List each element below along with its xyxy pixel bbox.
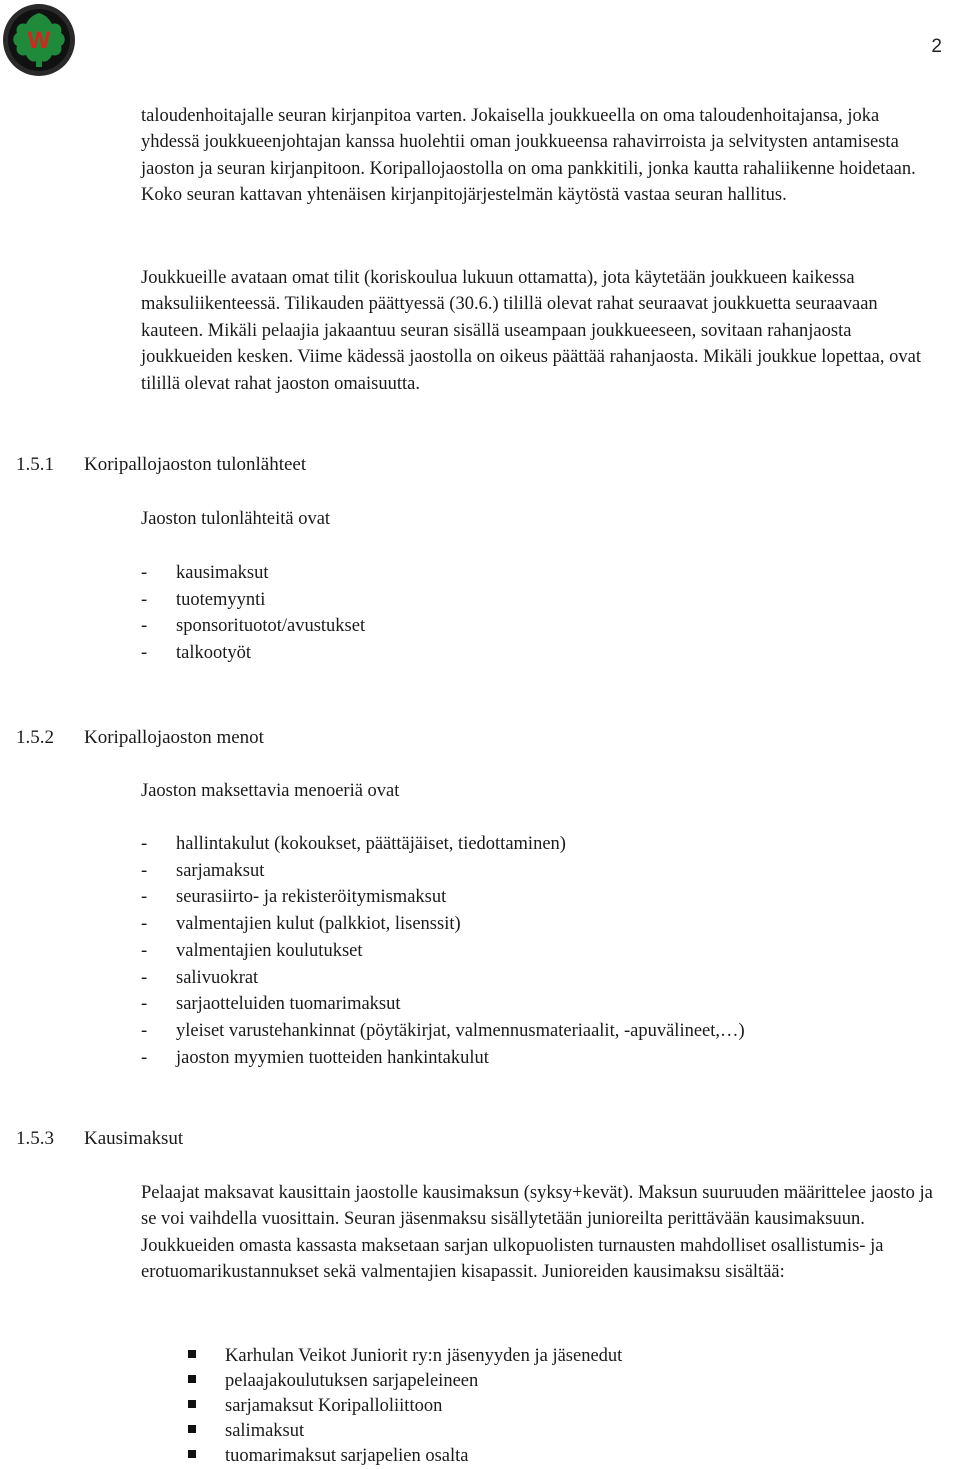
square-bullet-icon [188, 1375, 196, 1383]
section-2-intro: Jaoston maksettavia menoeriä ovat [141, 781, 400, 801]
section-title: Kausimaksut [84, 1128, 184, 1149]
section-1-intro: Jaoston tulonlähteitä ovat [141, 509, 331, 529]
list-item: pelaajakoulutuksen sarjapeleineen [188, 1369, 622, 1394]
list-item: - sarjamaksut [141, 860, 265, 881]
list-item: - valmentajien kulut (palkkiot, lisenssit) [141, 914, 461, 935]
list-item: tuomarimaksut sarjapelien osalta [188, 1444, 622, 1469]
section-number: 1.5.2 [16, 727, 54, 748]
season-fee-includes-list [188, 1344, 622, 1469]
intro-paragraph-2: Joukkueille avataan omat tilit (koriskoulua lukuun ottamatta), jota käytetään joukkueen kaikessa maksuliikenteessä. Tilikauden päättyessä (30.6.) tilillä olevat rahat seuraavat joukkuetta seuraavaan kauteen. Mikäli pelaajia jakaantuu seuran sisällä useampaan joukkueeseen, sovitaan rahanjaosta joukkueiden kesken. Viime kädessä jaostolla on oikeus päättää rahanjaosta. Mikäli joukkue lopettaa, ovat tilillä olevat rahat jaoston omaisuutta. [141, 268, 921, 394]
list-item: - yleiset varustehankinnat (pöytäkirjat, valmennusmateriaalit, -apuvälineet,…) [141, 1020, 745, 1041]
section-number: 1.5.1 [16, 454, 54, 475]
expenses-list [141, 831, 745, 1071]
intro-paragraph-1: taloudenhoitajalle seuran kirjanpitoa varten. Jokaisella joukkueella on oma taloudenhoitajansa, joka yhdessä joukkueenjohtajan kanssa huolehtii oman joukkueensa rahavirroista ja selvitysten antamisesta jaoston ja seuran kirjanpitoon. Koripallojaostolla on oma pankkitili, jonka kautta rahaliikenne hoidetaan. Koko seuran kattavan yhtenäisen kirjanpitojärjestelmän käytöstä vastaa seuran hallitus. [141, 106, 916, 206]
section-title: Koripallojaoston menot [84, 727, 264, 748]
section-heading-1-5-2 [16, 725, 264, 751]
list-item: - hallintakulut (kokoukset, päättäjäiset, tiedottaminen) [141, 834, 566, 854]
list-item: - sponsorituotot/avustukset [141, 616, 366, 637]
list-item: - jaoston myymien tuotteiden hankintakulut [141, 1047, 489, 1068]
list-item: - tuotemyynti [141, 589, 266, 610]
season-fee-paragraph: Pelaajat maksavat kausittain jaostolle kausimaksun (syksy+kevät). Maksun suuruuden määrittelee jaosto ja se voi vaihdella vuosittain. Seuran jäsenmaksu sisällytetään junioreilta perittävään kausimaksuun. Joukkueiden omasta kassasta maksetaan sarjan ulkopuolisten turnausten mahdolliset osallistumis- ja erotuomarikustannukset sekä valmentajien kisapassit. Junioreiden kausimaksu sisältää: [141, 1183, 933, 1283]
list-item: - talkootyöt [141, 643, 252, 664]
square-bullet-icon [188, 1450, 196, 1458]
list-item: salimaksut [188, 1419, 622, 1444]
list-item: sarjamaksut Koripalloliittoon [188, 1394, 622, 1419]
square-bullet-icon [188, 1350, 196, 1358]
square-bullet-icon [188, 1400, 196, 1408]
list-item: - valmentajien koulutukset [141, 940, 363, 961]
list-item: Karhulan Veikot Juniorit ry:n jäsenyyden ja jäsenedut [188, 1344, 622, 1369]
square-bullet-icon [188, 1425, 196, 1433]
income-list [141, 560, 365, 667]
page-number: 2 [931, 36, 942, 57]
list-item: - sarjaotteluiden tuomarimaksut [141, 994, 401, 1015]
logo-letter: W [27, 27, 51, 54]
section-title: Koripallojaoston tulonlähteet [84, 454, 307, 475]
section-heading-1-5-3 [16, 1126, 183, 1152]
list-item: - kausimaksut [141, 563, 269, 583]
section-heading-1-5-1 [16, 452, 306, 478]
list-item: - seurasiirto- ja rekisteröitymismaksut [141, 887, 447, 908]
section-number: 1.5.3 [16, 1128, 54, 1149]
list-item: - salivuokrat [141, 967, 259, 988]
club-logo [2, 3, 76, 77]
